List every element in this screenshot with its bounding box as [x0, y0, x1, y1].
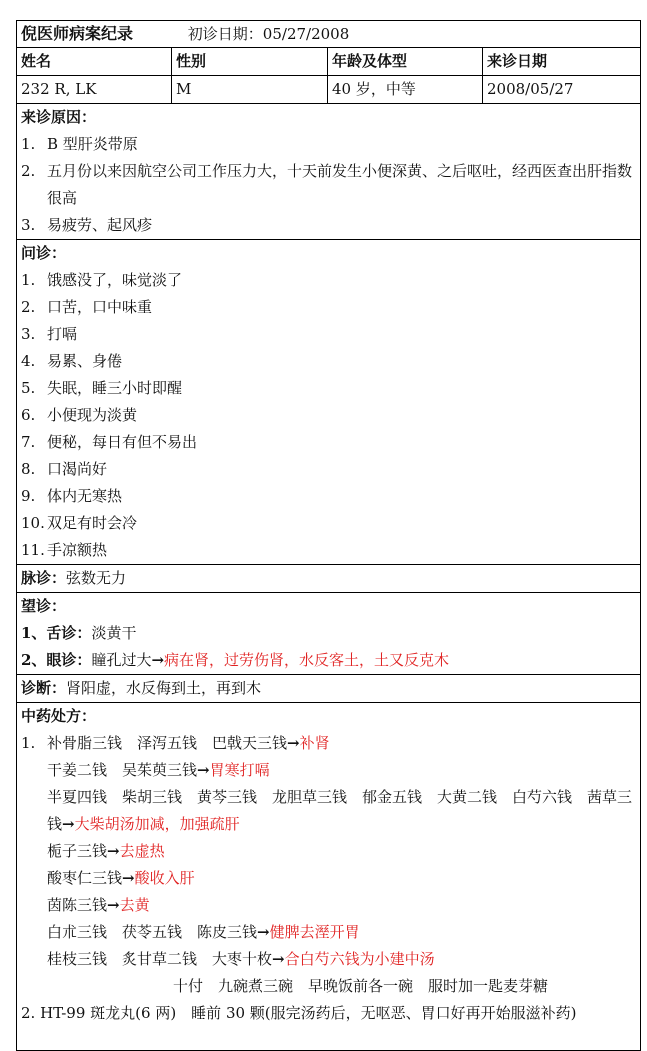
herb-list: 酸枣仁三钱 [47, 869, 123, 887]
case-record-page [16, 20, 640, 1051]
eye-note: 病在肾，过劳伤肾，水反客土，土又反克木 [164, 651, 450, 669]
observe-label: 望诊： [21, 597, 67, 615]
reason-item [21, 131, 636, 158]
reason-item-number: 1. [21, 135, 36, 153]
inquiry-item [21, 267, 636, 294]
arrow-icon: → [122, 869, 135, 887]
inquiry-item-number: 7. [21, 433, 36, 451]
inquiry-section [17, 240, 641, 565]
herb-list: 干姜二钱 吴茱萸三钱 [47, 761, 198, 779]
inquiry-item-text: 体内无寒热 [47, 487, 123, 505]
prescription-item-2: 2. HT-99 斑龙丸(6 两) 睡前 30 颗(服完汤药后，无呕恶、胃口好再开始服滋补药) [21, 1004, 577, 1022]
inquiry-item-number: 9. [21, 487, 36, 505]
pulse-section [17, 565, 641, 593]
inquiry-item [21, 375, 636, 402]
inquiry-item [21, 456, 636, 483]
prescription-lines [47, 730, 636, 973]
pulse-text: 弦数无力 [66, 569, 127, 587]
inquiry-item [21, 483, 636, 510]
herb-list: 白朮三钱 茯苓五钱 陈皮三钱 [47, 923, 258, 941]
tongue-text: 淡黄干 [91, 624, 137, 642]
arrow-icon: → [62, 815, 75, 833]
prescription-line [47, 730, 636, 757]
prescription-line [47, 946, 636, 973]
reason-item-text: 易疲劳、起风疹 [47, 216, 153, 234]
inquiry-item-text: 失眠，睡三小时即醒 [47, 379, 183, 397]
inquiry-item-text: 双足有时会冷 [47, 514, 138, 532]
herb-purpose-note: 去黄 [119, 896, 150, 914]
inquiry-item-number: 1. [21, 271, 36, 289]
inquiry-item-number: 8. [21, 460, 36, 478]
inquiry-item-number: 10. [21, 514, 45, 532]
inquiry-item-number: 4. [21, 352, 36, 370]
inquiry-item-text: 手凉额热 [47, 541, 108, 559]
title-row [17, 21, 641, 48]
observe-section [17, 593, 641, 675]
inquiry-item-text: 饿感没了，味觉淡了 [47, 271, 183, 289]
herb-list: 补骨脂三钱 泽泻五钱 巴戟天三钱 [47, 734, 288, 752]
arrow-icon: → [257, 923, 270, 941]
diagnosis-section [17, 675, 641, 703]
inquiry-item [21, 402, 636, 429]
herb-purpose-note: 胃寒打嗝 [209, 761, 270, 779]
prescription-item-2-wrap [21, 1000, 636, 1050]
reason-section [17, 104, 641, 240]
pulse-label: 脉诊： [21, 569, 67, 587]
herb-purpose-note: 大柴胡汤加减，加强疏肝 [74, 815, 240, 833]
prescription-line [47, 757, 636, 784]
eye-label: 2、眼诊： [21, 651, 92, 669]
prescription-item-1 [21, 730, 636, 973]
inquiry-label: 问诊： [21, 244, 67, 262]
reason-item [21, 158, 636, 212]
inquiry-item [21, 294, 636, 321]
reason-list [21, 131, 636, 239]
dosage-instruction: 十付 九碗煮三碗 早晚饭前各一碗 服时加一匙麦芽糖 [173, 977, 549, 995]
prescription-section [17, 703, 641, 1051]
prescription-line [47, 892, 636, 919]
prescription-line [47, 784, 636, 838]
prescription-number: 1. [21, 734, 36, 752]
header-name: 姓名 [17, 48, 172, 76]
arrow-icon: → [151, 651, 165, 669]
reason-item-text: B 型肝炎带原 [47, 135, 138, 153]
herb-purpose-note: 酸收入肝 [134, 869, 195, 887]
inquiry-item-number: 11. [21, 541, 45, 559]
header-row [17, 48, 641, 76]
tongue-label: 1、舌诊： [21, 624, 92, 642]
header-visit-date: 来诊日期 [483, 48, 641, 76]
prescription-label: 中药处方： [21, 707, 97, 725]
patient-name: 232 R, LK [17, 76, 172, 104]
inquiry-item [21, 537, 636, 564]
herb-list: 茵陈三钱 [47, 896, 108, 914]
inquiry-item-text: 打嗝 [47, 325, 78, 343]
tongue-line [21, 620, 636, 647]
arrow-icon: → [197, 761, 210, 779]
first-visit-date: 初诊日期：05/27/2008 [187, 25, 350, 43]
diagnosis-label: 诊断： [21, 679, 67, 697]
inquiry-item-number: 6. [21, 406, 36, 424]
header-age: 年龄及体型 [328, 48, 483, 76]
arrow-icon: → [107, 842, 120, 860]
eye-line [21, 647, 636, 674]
arrow-icon: → [287, 734, 300, 752]
patient-visit-date: 2008/05/27 [483, 76, 641, 104]
herb-purpose-note: 合白芍六钱为小建中汤 [284, 950, 435, 968]
arrow-icon: → [107, 896, 120, 914]
patient-age: 40 岁，中等 [328, 76, 483, 104]
prescription-line [47, 919, 636, 946]
inquiry-item-text: 口苦，口中味重 [47, 298, 153, 316]
herb-purpose-note: 补肾 [299, 734, 330, 752]
herb-list: 栀子三钱 [47, 842, 108, 860]
patient-row [17, 76, 641, 104]
reason-item-number: 3. [21, 216, 36, 234]
inquiry-item-text: 口渴尚好 [47, 460, 108, 478]
reason-item-text: 五月份以来因航空公司工作压力大，十天前发生小便深黄、之后呕吐，经西医查出肝指数很高 [47, 162, 633, 207]
herb-purpose-note: 去虚热 [119, 842, 165, 860]
inquiry-item-text: 易累、身倦 [47, 352, 123, 370]
diagnosis-text: 肾阳虚，水反侮到土，再到木 [66, 679, 262, 697]
inquiry-list [21, 267, 636, 564]
header-sex: 性别 [172, 48, 328, 76]
herb-list: 桂枝三钱 炙甘草二钱 大枣十枚 [47, 950, 273, 968]
inquiry-item [21, 321, 636, 348]
record-title: 倪医师病案纪录 [21, 24, 134, 43]
prescription-line [47, 865, 636, 892]
inquiry-item-number: 3. [21, 325, 36, 343]
inquiry-item-text: 小便现为淡黄 [47, 406, 138, 424]
inquiry-item-number: 5. [21, 379, 36, 397]
inquiry-item [21, 429, 636, 456]
arrow-icon: → [272, 950, 285, 968]
reason-item-number: 2. [21, 162, 36, 180]
herb-list: 半夏四钱 柴胡三钱 黄芩三钱 龙胆草三钱 郁金五钱 大黄二钱 白芍六钱 茜草三钱 [47, 788, 633, 833]
reason-label: 来诊原因： [21, 108, 97, 126]
eye-text: 瞳孔过大 [91, 651, 152, 669]
inquiry-item-text: 便秘，每日有但不易出 [47, 433, 198, 451]
inquiry-item [21, 510, 636, 537]
inquiry-item-number: 2. [21, 298, 36, 316]
reason-item [21, 212, 636, 239]
herb-purpose-note: 健脾去溼开胃 [269, 923, 360, 941]
prescription-line [47, 838, 636, 865]
patient-sex: M [172, 76, 328, 104]
case-record-table [16, 20, 641, 1051]
inquiry-item [21, 348, 636, 375]
